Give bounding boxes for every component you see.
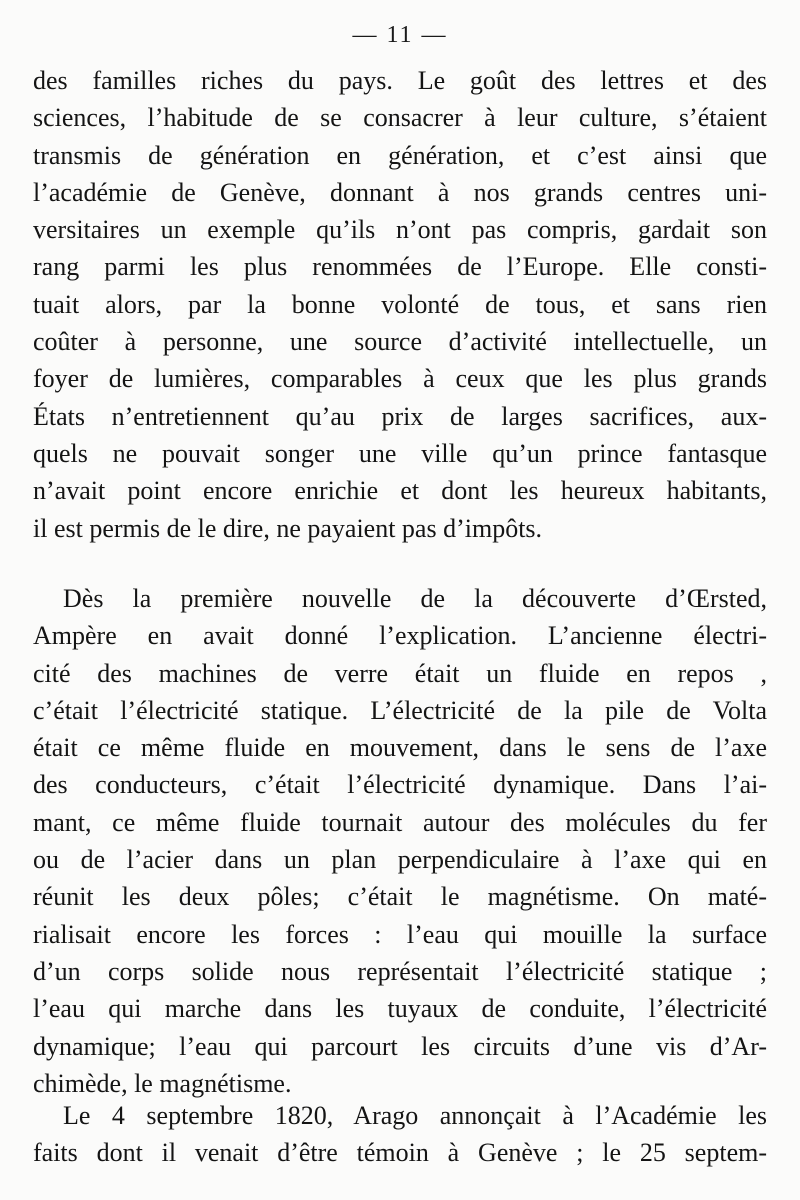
paragraph-1 [33, 62, 767, 547]
text-line: c’était l’électricité statique. L’électricité de la pile de Volta [33, 695, 767, 725]
text-line: était ce même fluide en mouvement, dans le sens de l’axe [33, 733, 767, 763]
text-line: cité des machines de verre était un fluide en repos , [33, 658, 767, 688]
text-line: des familles riches du pays. Le goût des lettres et des [33, 66, 767, 95]
paragraph-3 [33, 1097, 767, 1172]
text-line: il est permis de le dire, ne payaient pas d’impôts. [33, 513, 543, 543]
page-number: — 11 — [352, 22, 448, 48]
paragraph-2 [33, 580, 767, 1102]
text-line: rang parmi les plus renommées de l’Europe. Elle consti- [33, 252, 767, 282]
text-line: versitaires un exemple qu’ils n’ont pas compris, gardait son [33, 215, 767, 245]
text-line: transmis de génération en génération, et c’est ainsi que [33, 140, 767, 170]
text-line: Le 4 septembre 1820, Arago annonçait à l’Académie les [63, 1101, 767, 1130]
text-line: faits dont il venait d’être témoin à Genève ; le 25 septem- [33, 1138, 767, 1168]
text-line: mant, ce même fluide tournait autour des molécules du fer [33, 807, 767, 837]
text-line: dynamique; l’eau qui parcourt les circuits d’une vis d’Ar- [33, 1031, 767, 1061]
text-line: sciences, l’habitude de se consacrer à leur culture, s’étaient [33, 103, 767, 133]
text-line: des conducteurs, c’était l’électricité dynamique. Dans l’ai- [33, 770, 767, 800]
text-line: tuait alors, par la bonne volonté de tous, et sans rien [33, 289, 767, 319]
text-line: d’un corps solide nous représentait l’électricité statique ; [33, 956, 767, 986]
text-line: rialisait encore les forces : l’eau qui mouille la surface [33, 919, 767, 949]
text-line: coûter à personne, une source d’activité intellectuelle, un [33, 327, 767, 357]
text-line: ou de l’acier dans un plan perpendiculaire à l’axe qui en [33, 845, 767, 875]
text-line: foyer de lumières, comparables à ceux que les plus grands [33, 364, 767, 394]
text-line: n’avait point encore enrichie et dont les heureux habitants, [33, 476, 767, 506]
text-line: Ampère en avait donné l’explication. L’ancienne électri- [33, 621, 767, 651]
text-line: États n’entretiennent qu’au prix de larges sacrifices, aux- [33, 401, 767, 431]
text-line: l’eau qui marche dans les tuyaux de conduite, l’électricité [33, 994, 767, 1024]
text-line: quels ne pouvait songer une ville qu’un prince fantasque [33, 438, 767, 468]
text-line: réunit les deux pôles; c’était le magnétisme. On maté- [33, 882, 767, 912]
text-line: chimède, le magnétisme. [33, 1068, 292, 1098]
text-line: Dès la première nouvelle de la découverte d’Œrsted, [63, 584, 767, 613]
text-line: l’académie de Genève, donnant à nos grands centres uni- [33, 177, 767, 207]
